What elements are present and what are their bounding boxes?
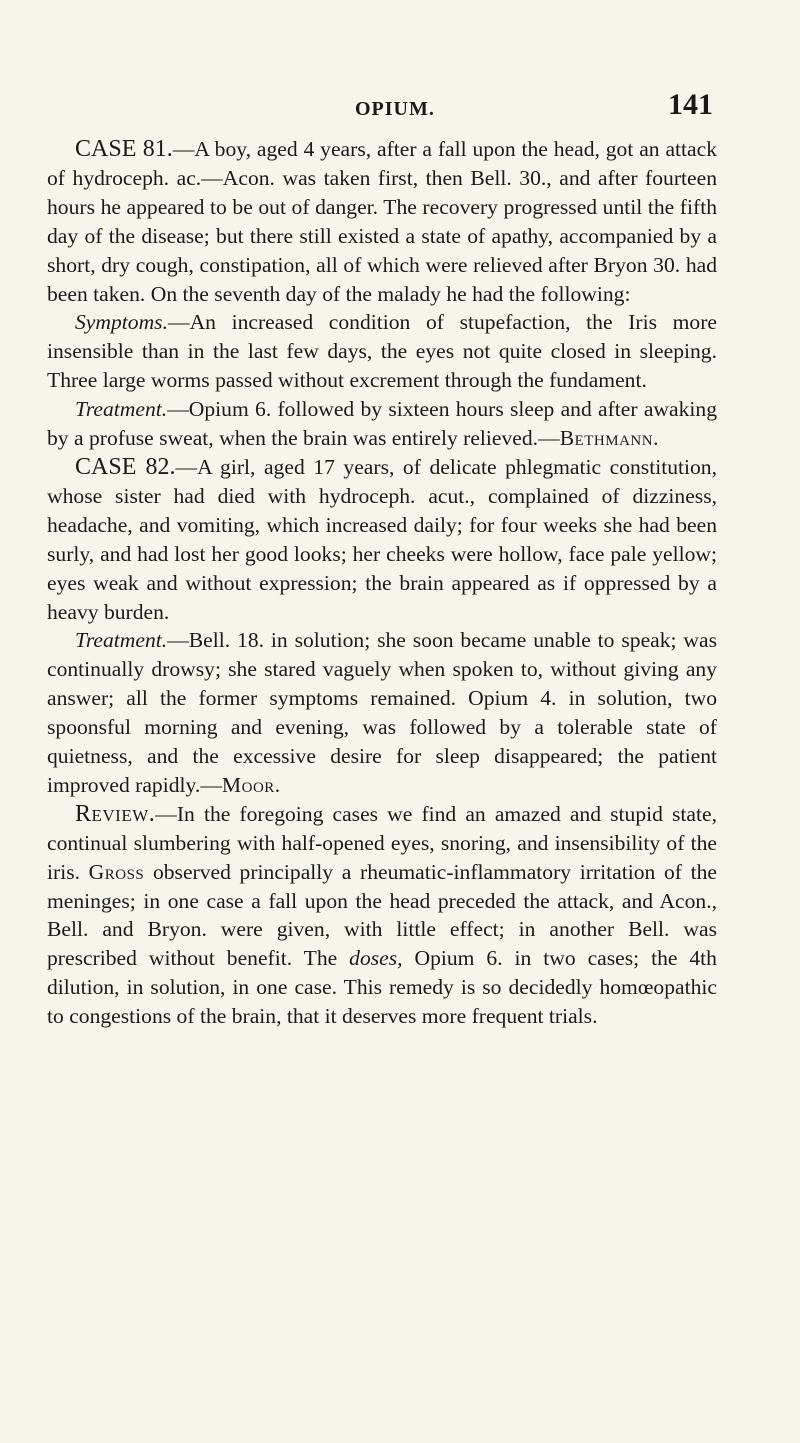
- review-label: Review.: [75, 800, 156, 827]
- case-81-symptoms: [47, 308, 717, 395]
- treatment-text: —Bell. 18. in solution; she soon became unable to speak; was continually drowsy; she stared vaguely when spoken to, without giving any answer; all the former symptoms remained. Opium 4. in solution, two spoonsful morning and evening, was followed by a tolerable state of quietness, and the excessive desire for sleep disappeared; the patient improved rapidly.—: [47, 628, 717, 797]
- case-81-intro: —A boy, aged 4 years, after a fall upon the head, got an attack of hydroceph. ac.—Acon. was taken first, then Bell. 30., and after fourteen hours he appeared to be out of danger. The recovery progressed until the fifth day of the disease; but there still existed a state of apathy, accompanied by a short, dry cough, constipation, all of which were relieved after Bryon 30. had been taken. On the seventh day of the malady he had the following:: [47, 137, 717, 306]
- author-gross: Gross: [88, 859, 145, 884]
- review-paragraph: [47, 800, 717, 1031]
- case-82-intro: —A girl, aged 17 years, of delicate phlegmatic constitution, whose sister had died with hydroceph. acut., complained of dizziness, headache, and vomiting, which increased daily; for four weeks she had been surly, and had lost her good looks; her cheeks were hollow, face pale yellow; eyes weak and without expression; the brain appeared as if oppressed by a heavy burden.: [47, 454, 717, 624]
- case-82-treatment: [47, 626, 717, 799]
- case-81-label: CASE 81.: [75, 136, 173, 162]
- review-text-3: Opium 6. in two cases; the 4th dilution, in solution, in one case. This remedy is so decidedly homœopathic to congestions of the brain, that it deserves more frequent trials.: [47, 946, 717, 1029]
- running-title: OPIUM.: [355, 98, 435, 120]
- symptoms-text: —An increased condition of stupefaction, the Iris more insensible than in the last few days, the eyes not quite closed in sleeping. Three large worms passed without excrement through the fundament.: [47, 310, 717, 393]
- treatment-label: Treatment.: [75, 628, 168, 653]
- review-text-1: —In the foregoing cases we find an amazed and stupid state, continual slumbering with half-opened eyes, snoring, and insensibility of the iris.: [47, 801, 717, 884]
- author-bethmann: Bethmann.: [559, 426, 659, 451]
- treatment-label: Treatment.: [75, 397, 168, 422]
- body-text: [47, 135, 717, 1031]
- symptoms-label: Symptoms.: [75, 310, 168, 335]
- case-82-label: CASE 82.: [75, 453, 176, 480]
- author-moor: Moor.: [221, 772, 281, 797]
- case-82-paragraph: [47, 453, 717, 626]
- page-header: [0, 88, 800, 128]
- review-text-2: observed principally a rheumatic-inflammatory irritation of the meninges; in one case a fall upon the head preceded the attack, and Acon., Bell. and Bryon. were given, with little effect; in another Bell. was prescribed without benefit. The: [47, 859, 717, 971]
- treatment-text: —Opium 6. followed by sixteen hours sleep and after awaking by a profuse sweat, when the brain was entirely relieved.—: [47, 397, 717, 451]
- case-81-treatment: [47, 395, 717, 453]
- case-81-paragraph: [47, 135, 717, 308]
- page-number: 141: [668, 88, 713, 121]
- doses-label: doses,: [349, 946, 403, 971]
